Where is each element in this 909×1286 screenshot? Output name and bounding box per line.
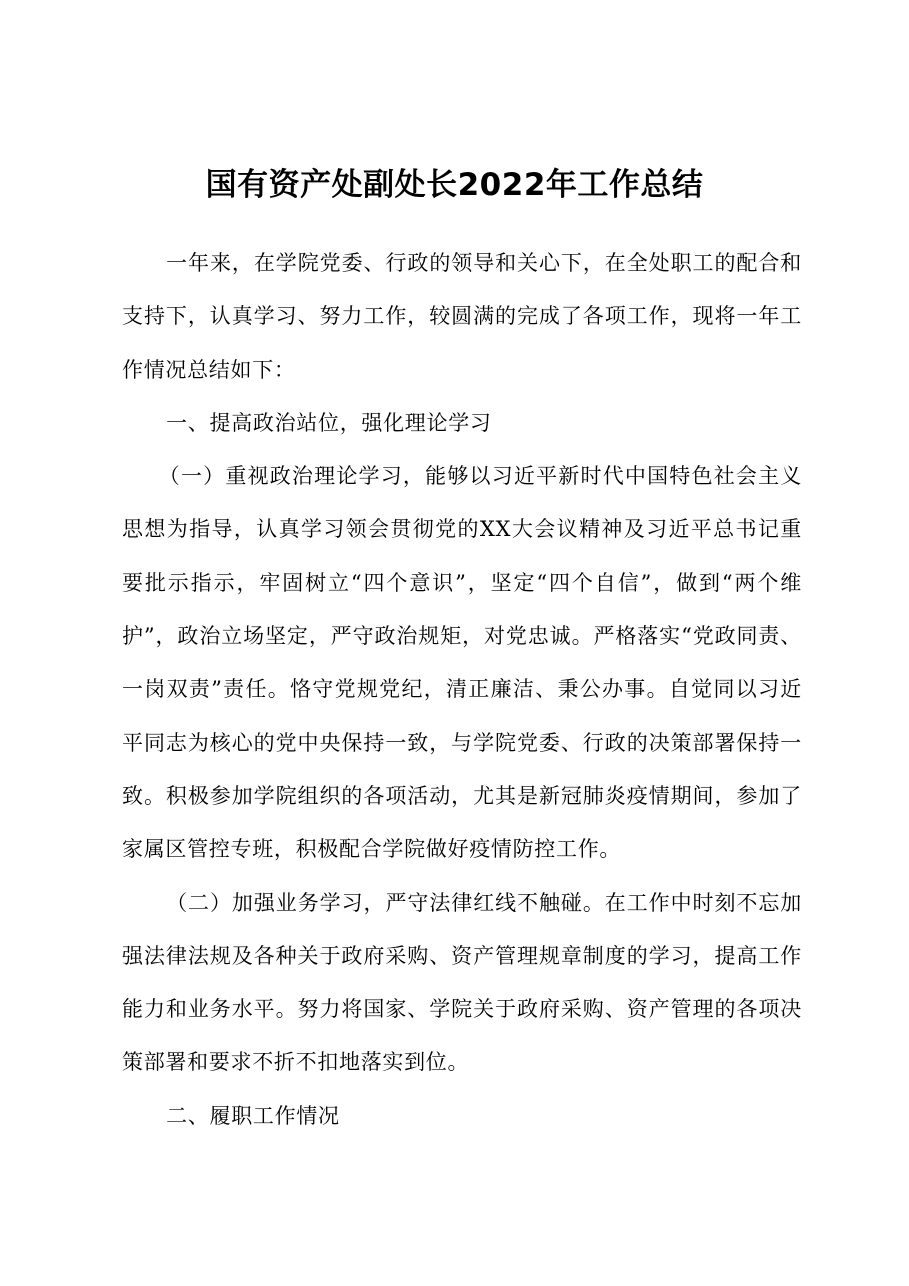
subsection-paragraph-1: （一）重视政治理论学习，能够以习近平新时代中国特色社会主义思想为指导，认真学习领会贯彻党的XX大会议精神及习近平总书记重要批示指示，牢固树立“四个意识”，坚定“四个自信”，做到“两个维护”，政治立场坚定，严守政治规矩，对党忠诚。严格落实“党政同责、一岗双责”责任。恪守党规党纪，清正廉洁、秉公办事。自觉同以习近平同志为核心的党中央保持一致，与学院党委、行政的决策部署保持一致。积极参加学院组织的各项活动，尤其是新冠肺炎疫情期间，参加了家属区管控专班，积极配合学院做好疫情防控工作。 (122, 464, 802, 862)
subsection-paragraph-2: （二）加强业务学习，严守法律红线不触碰。在工作中时刻不忘加强法律法规及各种关于政府采购、资产管理规章制度的学习，提高工作能力和业务水平。努力将国家、学院关于政府采购、资产管理的各项决策部署和要求不折不扣地落实到位。 (122, 890, 802, 1075)
section-heading-1: 一、提高政治站位，强化理论学习 (166, 410, 492, 435)
document-body (122, 237, 802, 1143)
section-heading-2: 二、履职工作情况 (166, 1103, 340, 1128)
document-title: 国有资产处副处长2022年工作总结 (205, 167, 704, 203)
intro-paragraph: 一年来，在学院党委、行政的领导和关心下，在全处职工的配合和支持下，认真学习、努力工作，较圆满的完成了各项工作，现将一年工作情况总结如下： (122, 251, 802, 382)
